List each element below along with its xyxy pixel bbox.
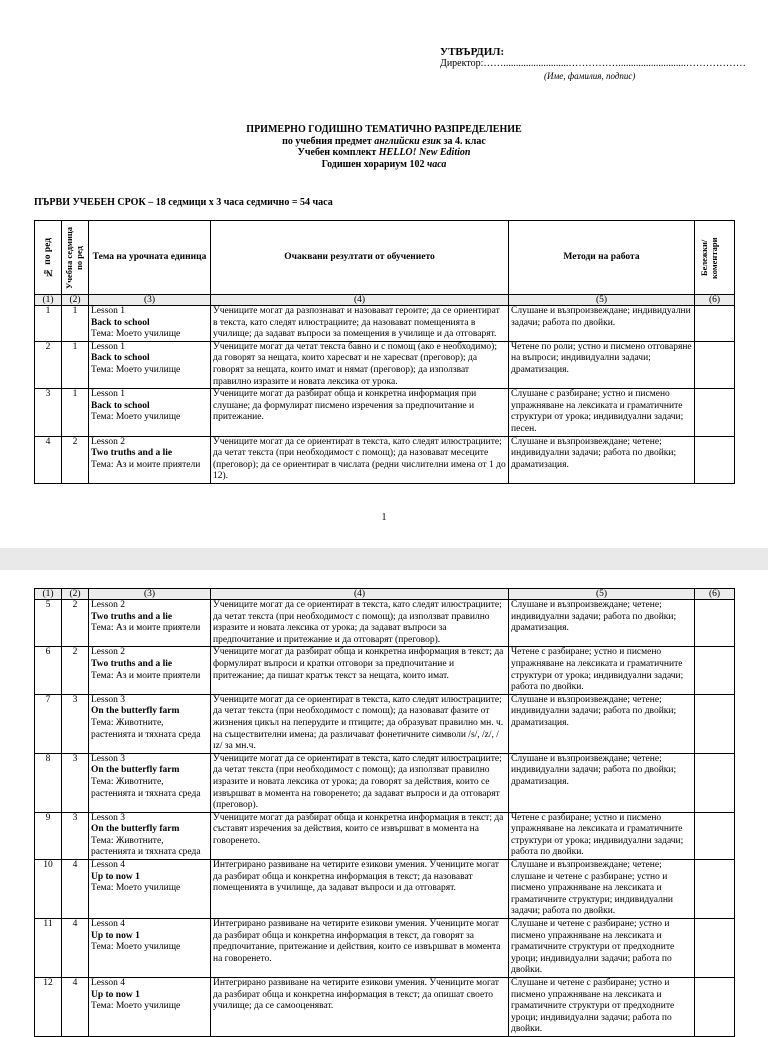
table-row [35, 306, 735, 342]
row-methods: Слушане и възпроизвеждане; четене; индивидуални задачи; работа по двойки; драматизация. [509, 436, 695, 483]
row-number: 6 [35, 647, 62, 694]
lesson-title: Back to school [91, 353, 150, 364]
row-number: 9 [35, 812, 62, 859]
row-week: 3 [62, 753, 89, 812]
row-topic [89, 753, 211, 812]
lesson-label: Lesson 2 [91, 647, 126, 658]
row-topic [89, 306, 211, 342]
lesson-title: On the butterfly farm [91, 824, 180, 835]
column-number-row: (1) (2) (3) (4) (5) (6) [35, 589, 735, 600]
lesson-title: Back to school [91, 317, 150, 328]
table-row [35, 341, 735, 388]
director-line: Директор:……..........................……………...........................……………… [440, 58, 746, 69]
row-number: 1 [35, 306, 62, 342]
approval-title: УТВЪРДИЛ: [440, 46, 505, 58]
row-notes [695, 436, 735, 483]
row-number: 11 [35, 919, 62, 978]
table-row [35, 812, 735, 859]
page-number: 1 [381, 512, 387, 523]
row-methods: Слушане и възпроизвеждане; индивидуални задачи; работа по двойки. [509, 306, 695, 342]
row-outcomes: Учениците могат да разбират обща и конкретна информация в текст; да съставят изречения за действия, които се извършват в момента на говоренето. [211, 812, 509, 859]
approval-block [440, 46, 746, 82]
row-week: 1 [62, 389, 89, 436]
row-week: 4 [62, 860, 89, 919]
column-number-row: (1) (2) (3) (4) (5) (6) [35, 295, 735, 306]
row-methods: Четене с разбиране; устно и писмено упражняване на лексиката и граматичните структури от урока; индивидуални задачи; работа по двойки. [509, 647, 695, 694]
page-gap [0, 548, 768, 570]
lesson-title: Up to now 1 [91, 871, 140, 882]
header-col-outcomes: Очаквани резултати от обучението [211, 221, 509, 295]
row-notes [695, 919, 735, 978]
row-methods: Слушане и четене с разбиране; устно и писмено упражняване на лексиката и граматичните структури от предходните уроци; индивидуални задачи; работа по двойки. [509, 978, 695, 1037]
row-week: 2 [62, 600, 89, 647]
row-methods: Четене по роли; устно и писмено отговаряне на въпроси; индивидуални задачи; драматизация. [509, 341, 695, 388]
signature-hint: (Име, фамилия, подпис) [544, 71, 636, 81]
row-outcomes: Интегрирано развиване на четирите езикови умения. Учениците могат да разбират обща и конкретна информация в текст; да опишат своето училище; да се самооценяват. [211, 978, 509, 1037]
row-number: 3 [35, 389, 62, 436]
lesson-theme: Тема: Моето училище [91, 364, 181, 375]
row-number: 7 [35, 694, 62, 753]
row-topic [89, 919, 211, 978]
row-notes [695, 812, 735, 859]
row-notes [695, 753, 735, 812]
table-row [35, 919, 735, 978]
lesson-theme: Тема: Моето училище [91, 412, 181, 423]
lesson-label: Lesson 3 [91, 753, 126, 764]
heading-line-2: по учебния предмет английски език за 4. клас [282, 135, 486, 147]
row-methods: Слушане и четене с разбиране; устно и писмено упражняване на лексиката и граматичните структури от предходните уроци; индивидуални задачи; работа по двойки. [509, 919, 695, 978]
lesson-theme: Тема: Моето училище [91, 942, 181, 953]
row-outcomes: Учениците могат да разбират обща и конкретна информация в текст; да формулират въпроси и кратки отговори за предпочитание и притежание; да пишат кратък текст за нещата, които имат. [211, 647, 509, 694]
row-week: 3 [62, 694, 89, 753]
header-col-week: Учебна седмица по ред [62, 221, 89, 295]
heading-line-4: Годишен хорариум 102 часа [321, 158, 447, 170]
row-methods: Слушане и възпроизвеждане; четене; индивидуални задачи; работа по двойки; драматизация. [509, 600, 695, 647]
lesson-theme: Тема: Моето училище [91, 1001, 181, 1012]
lesson-title: Up to now 1 [91, 989, 140, 1000]
lesson-title: On the butterfly farm [91, 706, 180, 717]
row-outcomes: Учениците могат да разпознават и назовават героите; да се ориентират в текста, като следят илюстрациите; да назовават помещенията в училище; да задават въпроси за помещения в училище и да отговарят. [211, 306, 509, 342]
table-row [35, 694, 735, 753]
row-week: 4 [62, 919, 89, 978]
schedule-table-page-1 [34, 220, 735, 484]
lesson-title: Two truths and a lie [91, 611, 173, 622]
row-week: 2 [62, 647, 89, 694]
row-week: 1 [62, 341, 89, 388]
row-week: 3 [62, 812, 89, 859]
row-outcomes: Учениците могат да се ориентират в текста, като следят илюстрациите; да четат текста (при необходимост с помощ); да използват правилно изразите и новата лексика от урока; да говорят за действия, които се извършват в момента на говоренето; да задават въпроси и да отговарят (преговор). [211, 753, 509, 812]
row-outcomes: Учениците могат да се ориентират в текста, като следят илюстрациите; да четат текста (при необходимост с помощ); да използват правилно изразите и новата лексика от урока; да задават въпроси за предпочитание и притежание и да отговарят (преговор). [211, 600, 509, 647]
row-notes [695, 600, 735, 647]
lesson-label: Lesson 1 [91, 389, 126, 400]
lesson-theme: Тема: Животните, растенията и тяхната среда [91, 776, 201, 799]
row-number: 8 [35, 753, 62, 812]
row-methods: Четене с разбиране; устно и писмено упражняване на лексиката и граматичните структури от урока; индивидуални задачи; работа по двойки. [509, 812, 695, 859]
lesson-title: On the butterfly farm [91, 765, 180, 776]
row-week: 2 [62, 436, 89, 483]
row-outcomes: Учениците могат да четат текста бавно и с помощ (ако е необходимо); да говорят за нещата, които харесват и не харесват (преговор); да говорят за нещата, които имат и нямат (преговор); да използват правилно изразите и новата лексика от урока. [211, 341, 509, 388]
lesson-theme: Тема: Аз и моите приятели [91, 670, 201, 681]
row-number: 12 [35, 978, 62, 1037]
row-number: 2 [35, 341, 62, 388]
row-notes [695, 389, 735, 436]
heading-line-1: ПРИМЕРНО ГОДИШНО ТЕМАТИЧНО РАЗПРЕДЕЛЕНИЕ [246, 124, 522, 135]
table-header-row [35, 221, 735, 295]
document-heading [0, 124, 768, 170]
row-topic [89, 978, 211, 1037]
lesson-label: Lesson 2 [91, 600, 126, 610]
row-week: 1 [62, 306, 89, 342]
row-notes [695, 978, 735, 1037]
row-topic [89, 694, 211, 753]
row-outcomes: Интегрирано развиване на четирите езикови умения. Учениците могат да разбират обща и конкретна информация в текст, да говорят за предпочитание, притежание и действия, които се извършват в момента на говоренето. [211, 919, 509, 978]
lesson-label: Lesson 4 [91, 860, 126, 871]
lesson-label: Lesson 3 [91, 812, 126, 823]
table-row [35, 978, 735, 1037]
lesson-label: Lesson 1 [91, 306, 126, 316]
row-topic [89, 389, 211, 436]
heading-line-3: Учебен комплект HELLO! New Edition [297, 147, 471, 158]
table-row [35, 753, 735, 812]
row-methods: Слушане и възпроизвеждане; четене; индивидуални задачи; работа по двойки; драматизация. [509, 694, 695, 753]
row-number: 4 [35, 436, 62, 483]
table-row [35, 860, 735, 919]
row-outcomes: Учениците могат да разбират обща и конкретна информация при слушане; да формулират писмено изречения за предпочитание и притежание. [211, 389, 509, 436]
term-title: ПЪРВИ УЧЕБЕН СРОК – 18 седмици х 3 часа седмично = 54 часа [34, 197, 333, 208]
lesson-theme: Тема: Моето училище [91, 329, 181, 340]
row-topic [89, 860, 211, 919]
row-methods: Слушане и възпроизвеждане; четене; слушане и четене с разбиране; устно и писмено упражняване на лексиката и граматичните структури; индивидуални задачи; работа по двойки. [509, 860, 695, 919]
row-outcomes: Учениците могат да се ориентират в текста, като следят илюстрациите; да четат текста (при необходимост с помощ); да назовават месеците (преговор); да се ориентират в числата (редни числителни имена от 1 до 12). [211, 436, 509, 483]
lesson-title: Back to school [91, 400, 150, 411]
lesson-title: Up to now 1 [91, 930, 140, 941]
row-number: 5 [35, 600, 62, 647]
lesson-label: Lesson 1 [91, 341, 126, 352]
row-notes [695, 306, 735, 342]
row-notes [695, 860, 735, 919]
table-row [35, 436, 735, 483]
row-topic [89, 341, 211, 388]
page-2 [0, 570, 768, 1035]
lesson-theme: Тема: Аз и моите приятели [91, 459, 201, 470]
header-col-methods: Методи на работа [509, 221, 695, 295]
lesson-theme: Тема: Моето училище [91, 883, 181, 894]
lesson-theme: Тема: Аз и моите приятели [91, 623, 201, 634]
row-methods: Слушане и възпроизвеждане; четене; индивидуални задачи; работа по двойки; драматизация. [509, 753, 695, 812]
lesson-label: Lesson 2 [91, 436, 126, 447]
row-topic [89, 436, 211, 483]
row-methods: Слушане с разбиране; устно и писмено упражняване на лексиката и граматичните структури от урока; индивидуални задачи; песен. [509, 389, 695, 436]
row-week: 4 [62, 978, 89, 1037]
row-notes [695, 694, 735, 753]
row-notes [695, 647, 735, 694]
lesson-theme: Тема: Животните, растенията и тяхната среда [91, 717, 201, 740]
schedule-table-page-2 [34, 588, 735, 1037]
row-topic [89, 647, 211, 694]
row-outcomes: Учениците могат да се ориентират в текста, като следят илюстрациите; да четат текста (при необходимост с помощ); да назовават фазите от жизнения цикъл на пеперудите и птиците; да образуват правилно мн. ч. на съществителни имена; да различават фонетичните символи /s/, /z/, /ɪz/ за мн.ч. [211, 694, 509, 753]
lesson-label: Lesson 4 [91, 978, 126, 988]
table-row [35, 600, 735, 647]
lesson-title: Two truths and a lie [91, 448, 173, 459]
lesson-label: Lesson 3 [91, 694, 126, 705]
header-col-notes: Бележки/ коментари [695, 221, 735, 295]
row-outcomes: Интегрирано развиване на четирите езикови умения. Учениците могат да разбират обща и конкретна информация в текст; да назовават помещенията в училище, да задават въпроси и да отговарят. [211, 860, 509, 919]
row-topic [89, 600, 211, 647]
row-number: 10 [35, 860, 62, 919]
lesson-theme: Тема: Животните, растенията и тяхната среда [91, 835, 201, 858]
row-notes [695, 341, 735, 388]
header-col-topic: Тема на урочната единица [89, 221, 211, 295]
lesson-title: Two truths and a lie [91, 658, 173, 669]
row-topic [89, 812, 211, 859]
table-row [35, 647, 735, 694]
header-col-number: № по ред [35, 221, 62, 295]
lesson-label: Lesson 4 [91, 919, 126, 930]
table-row [35, 389, 735, 436]
